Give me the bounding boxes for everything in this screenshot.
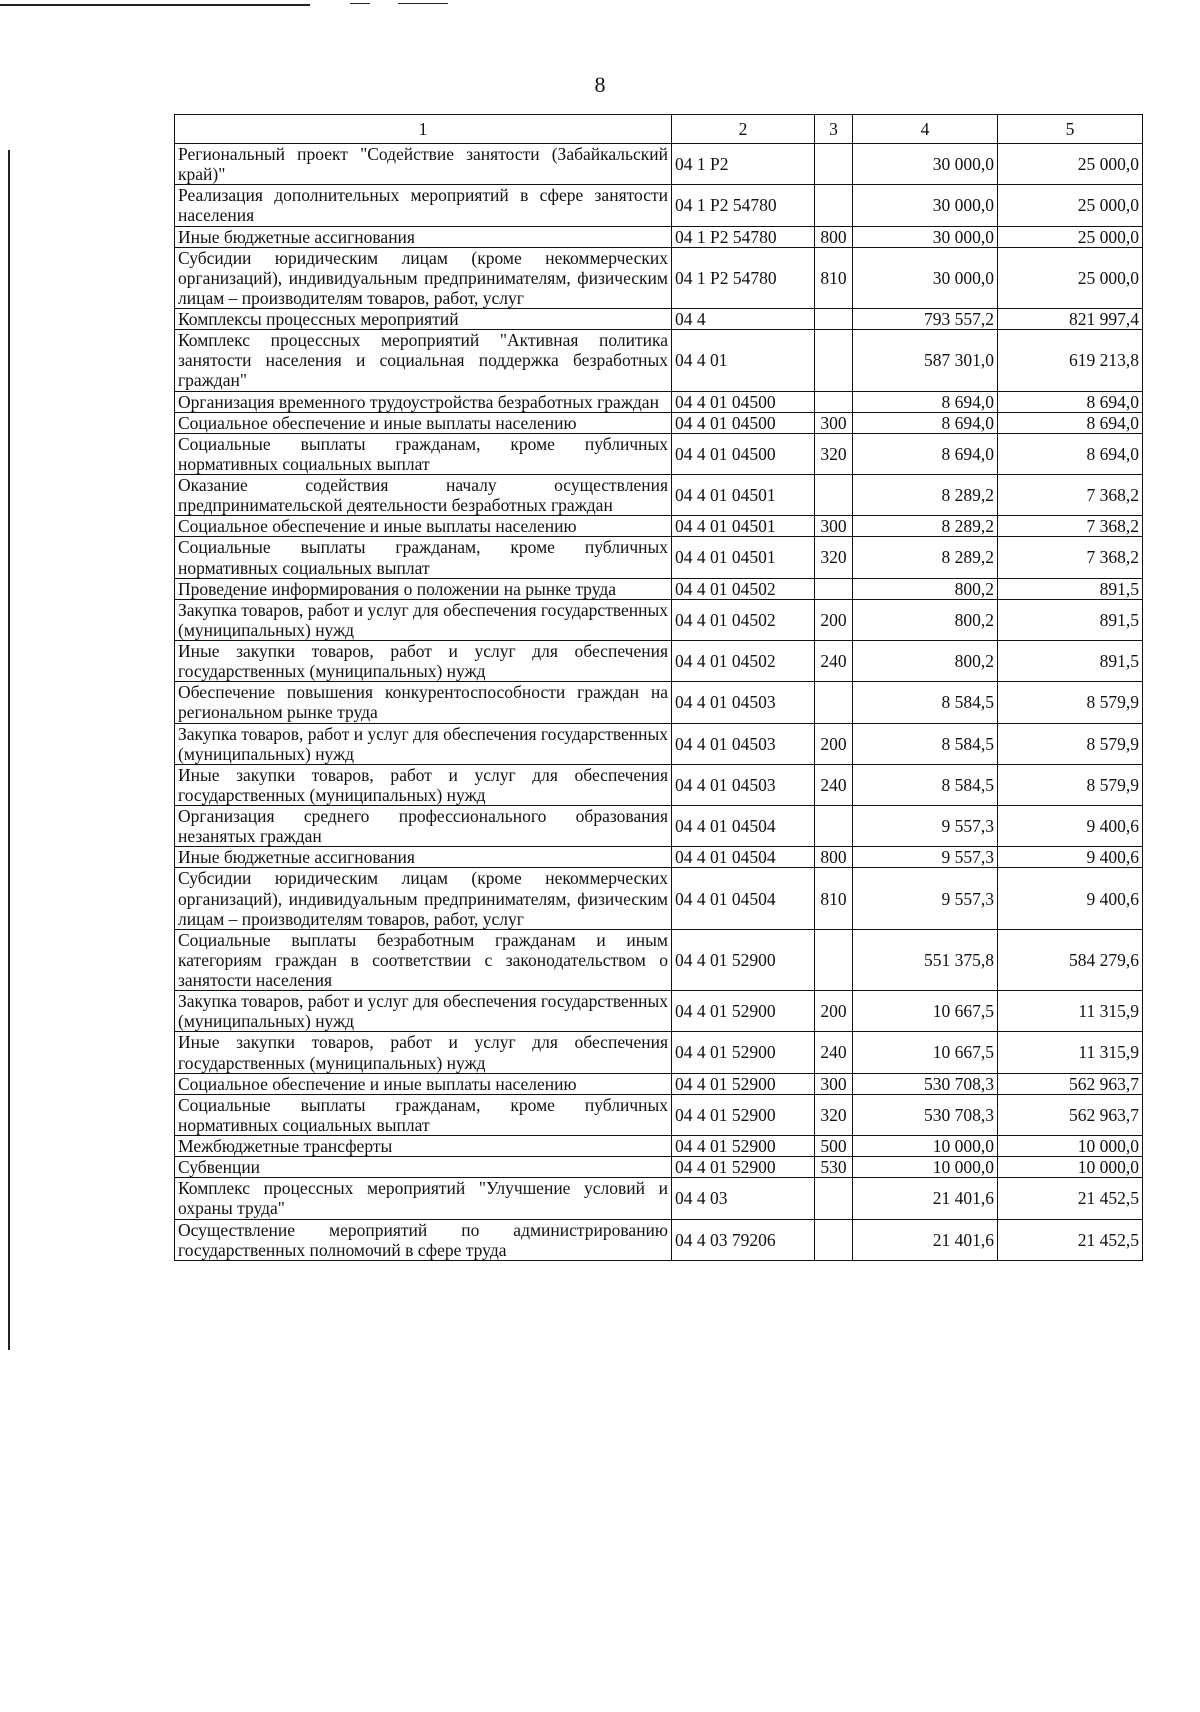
row-value-year1-cell: 8 289,2 (853, 516, 998, 537)
scan-edge-line (8, 150, 10, 1350)
row-expense-type-cell (815, 309, 853, 330)
table-row (175, 1032, 1143, 1073)
row-value-year1-cell: 8 584,5 (853, 682, 998, 723)
row-value-year1-cell: 30 000,0 (853, 226, 998, 247)
row-name-cell: Закупка товаров, работ и услуг для обеспечения государственных (муниципальных) нужд (175, 991, 672, 1032)
row-code-cell: 04 4 01 04503 (672, 764, 815, 805)
row-code-cell: 04 4 01 04502 (672, 578, 815, 599)
table-row (175, 578, 1143, 599)
row-value-year2-cell: 25 000,0 (998, 247, 1143, 308)
table-row (175, 1178, 1143, 1219)
row-expense-type-cell: 240 (815, 1032, 853, 1073)
row-code-cell: 04 4 01 04501 (672, 516, 815, 537)
row-name-cell: Иные бюджетные ассигнования (175, 847, 672, 868)
row-expense-type-cell (815, 475, 853, 516)
row-value-year1-cell: 8 584,5 (853, 723, 998, 764)
column-header: 1 (175, 115, 672, 144)
scan-edge-line (0, 4, 310, 6)
row-code-cell: 04 4 01 52900 (672, 991, 815, 1032)
row-value-year2-cell: 8 694,0 (998, 412, 1143, 433)
row-expense-type-cell: 300 (815, 412, 853, 433)
table-row (175, 599, 1143, 640)
row-code-cell: 04 4 01 04504 (672, 806, 815, 847)
row-code-cell: 04 1 P2 54780 (672, 247, 815, 308)
table-row (175, 806, 1143, 847)
row-value-year2-cell: 891,5 (998, 641, 1143, 682)
row-value-year2-cell: 562 963,7 (998, 1094, 1143, 1135)
row-value-year1-cell: 9 557,3 (853, 806, 998, 847)
row-name-cell: Иные закупки товаров, работ и услуг для обеспечения государственных (муниципальных) нужд (175, 641, 672, 682)
row-code-cell: 04 4 01 52900 (672, 929, 815, 990)
row-name-cell: Иные закупки товаров, работ и услуг для обеспечения государственных (муниципальных) нужд (175, 764, 672, 805)
row-value-year1-cell: 793 557,2 (853, 309, 998, 330)
row-value-year2-cell: 891,5 (998, 578, 1143, 599)
table-row (175, 764, 1143, 805)
row-value-year2-cell: 8 579,9 (998, 723, 1143, 764)
row-value-year2-cell: 8 579,9 (998, 764, 1143, 805)
row-name-cell: Субсидии юридическим лицам (кроме некоммерческих организаций), индивидуальным предпринимателям, физическим лицам – производителям товаров, работ, услуг (175, 247, 672, 308)
row-value-year2-cell: 9 400,6 (998, 847, 1143, 868)
row-value-year1-cell: 8 289,2 (853, 475, 998, 516)
row-code-cell: 04 4 01 52900 (672, 1136, 815, 1157)
row-code-cell: 04 4 01 04504 (672, 847, 815, 868)
row-name-cell: Проведение информирования о положении на рынке труда (175, 578, 672, 599)
row-name-cell: Субсидии юридическим лицам (кроме некоммерческих организаций), индивидуальным предпринимателям, физическим лицам – производителям товаров, работ, услуг (175, 868, 672, 929)
row-expense-type-cell (815, 682, 853, 723)
row-value-year2-cell: 584 279,6 (998, 929, 1143, 990)
row-code-cell: 04 4 01 52900 (672, 1073, 815, 1094)
row-value-year2-cell: 25 000,0 (998, 144, 1143, 185)
row-expense-type-cell (815, 578, 853, 599)
row-value-year2-cell: 9 400,6 (998, 806, 1143, 847)
column-header: 2 (672, 115, 815, 144)
row-value-year1-cell: 10 667,5 (853, 1032, 998, 1073)
page-number: 8 (594, 72, 606, 97)
row-expense-type-cell: 530 (815, 1157, 853, 1178)
table-row (175, 475, 1143, 516)
row-value-year1-cell: 21 401,6 (853, 1219, 998, 1260)
row-value-year2-cell: 8 694,0 (998, 433, 1143, 474)
row-value-year1-cell: 551 375,8 (853, 929, 998, 990)
table-row (175, 929, 1143, 990)
table-row (175, 641, 1143, 682)
row-expense-type-cell: 320 (815, 433, 853, 474)
row-value-year1-cell: 800,2 (853, 599, 998, 640)
table-row (175, 847, 1143, 868)
row-expense-type-cell (815, 391, 853, 412)
row-expense-type-cell: 800 (815, 226, 853, 247)
row-value-year2-cell: 21 452,5 (998, 1219, 1143, 1260)
row-code-cell: 04 4 01 04503 (672, 682, 815, 723)
row-code-cell: 04 4 01 04503 (672, 723, 815, 764)
row-name-cell: Осуществление мероприятий по администрированию государственных полномочий в сфере труда (175, 1219, 672, 1260)
row-value-year2-cell: 8 694,0 (998, 391, 1143, 412)
row-code-cell: 04 4 01 04500 (672, 412, 815, 433)
row-name-cell: Реализация дополнительных мероприятий в сфере занятости населения (175, 185, 672, 226)
row-code-cell: 04 4 01 52900 (672, 1157, 815, 1178)
row-value-year2-cell: 25 000,0 (998, 226, 1143, 247)
row-value-year1-cell: 8 289,2 (853, 537, 998, 578)
row-value-year1-cell: 587 301,0 (853, 330, 998, 391)
row-code-cell: 04 4 01 04504 (672, 868, 815, 929)
table-row (175, 1136, 1143, 1157)
row-code-cell: 04 4 01 52900 (672, 1032, 815, 1073)
scan-edge-line (398, 3, 448, 4)
table-row (175, 391, 1143, 412)
row-name-cell: Комплекс процессных мероприятий "Активная политика занятости населения и социальная поддержка безработных граждан" (175, 330, 672, 391)
row-value-year1-cell: 530 708,3 (853, 1073, 998, 1094)
row-value-year2-cell: 11 315,9 (998, 991, 1143, 1032)
row-value-year1-cell: 8 694,0 (853, 391, 998, 412)
row-expense-type-cell (815, 1178, 853, 1219)
row-expense-type-cell (815, 929, 853, 990)
row-value-year1-cell: 30 000,0 (853, 185, 998, 226)
row-code-cell: 04 4 01 52900 (672, 1094, 815, 1135)
row-name-cell: Организация временного трудоустройства безработных граждан (175, 391, 672, 412)
table-row (175, 144, 1143, 185)
table-row (175, 433, 1143, 474)
row-value-year2-cell: 8 579,9 (998, 682, 1143, 723)
row-value-year1-cell: 30 000,0 (853, 144, 998, 185)
row-name-cell: Региональный проект "Содействие занятости (Забайкальский край)" (175, 144, 672, 185)
row-value-year2-cell: 10 000,0 (998, 1136, 1143, 1157)
row-value-year1-cell: 800,2 (853, 578, 998, 599)
row-value-year1-cell: 8 694,0 (853, 433, 998, 474)
table-row (175, 868, 1143, 929)
row-expense-type-cell: 300 (815, 516, 853, 537)
row-expense-type-cell (815, 144, 853, 185)
row-name-cell: Комплексы процессных мероприятий (175, 309, 672, 330)
table-row (175, 516, 1143, 537)
table-row (175, 1094, 1143, 1135)
table-body (175, 144, 1143, 1261)
row-name-cell: Организация среднего профессионального образования незанятых граждан (175, 806, 672, 847)
row-value-year2-cell: 891,5 (998, 599, 1143, 640)
row-value-year2-cell: 9 400,6 (998, 868, 1143, 929)
row-value-year2-cell: 562 963,7 (998, 1073, 1143, 1094)
row-value-year1-cell: 10 000,0 (853, 1157, 998, 1178)
row-code-cell: 04 4 01 (672, 330, 815, 391)
row-value-year2-cell: 21 452,5 (998, 1178, 1143, 1219)
row-value-year2-cell: 11 315,9 (998, 1032, 1143, 1073)
row-code-cell: 04 4 03 79206 (672, 1219, 815, 1260)
table-row (175, 682, 1143, 723)
row-name-cell: Социальные выплаты гражданам, кроме публичных нормативных социальных выплат (175, 537, 672, 578)
row-value-year2-cell: 7 368,2 (998, 516, 1143, 537)
row-value-year2-cell: 7 368,2 (998, 475, 1143, 516)
row-expense-type-cell: 810 (815, 868, 853, 929)
row-value-year2-cell: 10 000,0 (998, 1157, 1143, 1178)
table-row (175, 537, 1143, 578)
row-name-cell: Межбюджетные трансферты (175, 1136, 672, 1157)
table-row (175, 226, 1143, 247)
row-code-cell: 04 4 03 (672, 1178, 815, 1219)
budget-table (174, 114, 1143, 1261)
column-header: 3 (815, 115, 853, 144)
row-code-cell: 04 4 (672, 309, 815, 330)
row-code-cell: 04 1 P2 54780 (672, 185, 815, 226)
row-value-year1-cell: 8 694,0 (853, 412, 998, 433)
table-row (175, 330, 1143, 391)
row-value-year1-cell: 21 401,6 (853, 1178, 998, 1219)
row-name-cell: Социальные выплаты безработным гражданам и иным категориям граждан в соответствии с законодательством о занятости населения (175, 929, 672, 990)
row-name-cell: Социальные выплаты гражданам, кроме публичных нормативных социальных выплат (175, 1094, 672, 1135)
row-expense-type-cell (815, 1219, 853, 1260)
row-code-cell: 04 4 01 04501 (672, 537, 815, 578)
row-name-cell: Социальные выплаты гражданам, кроме публичных нормативных социальных выплат (175, 433, 672, 474)
row-expense-type-cell: 810 (815, 247, 853, 308)
row-expense-type-cell: 320 (815, 1094, 853, 1135)
table-row (175, 991, 1143, 1032)
column-header: 5 (998, 115, 1143, 144)
row-value-year2-cell: 7 368,2 (998, 537, 1143, 578)
row-value-year1-cell: 530 708,3 (853, 1094, 998, 1135)
row-expense-type-cell: 240 (815, 641, 853, 682)
table-row (175, 247, 1143, 308)
row-name-cell: Субвенции (175, 1157, 672, 1178)
row-code-cell: 04 4 01 04502 (672, 641, 815, 682)
row-expense-type-cell: 200 (815, 599, 853, 640)
row-value-year1-cell: 10 000,0 (853, 1136, 998, 1157)
table-header-row (175, 115, 1143, 144)
table-row (175, 185, 1143, 226)
row-value-year1-cell: 30 000,0 (853, 247, 998, 308)
scan-edge-line (350, 3, 370, 4)
row-value-year1-cell: 800,2 (853, 641, 998, 682)
row-expense-type-cell: 800 (815, 847, 853, 868)
row-name-cell: Иные бюджетные ассигнования (175, 226, 672, 247)
row-name-cell: Обеспечение повышения конкурентоспособности граждан на региональном рынке труда (175, 682, 672, 723)
row-expense-type-cell: 320 (815, 537, 853, 578)
row-name-cell: Оказание содействия началу осуществления предпринимательской деятельности безработных граждан (175, 475, 672, 516)
row-value-year1-cell: 10 667,5 (853, 991, 998, 1032)
row-code-cell: 04 1 P2 (672, 144, 815, 185)
row-expense-type-cell: 200 (815, 991, 853, 1032)
row-name-cell: Социальное обеспечение и иные выплаты населению (175, 412, 672, 433)
row-value-year1-cell: 9 557,3 (853, 868, 998, 929)
row-value-year2-cell: 25 000,0 (998, 185, 1143, 226)
table-row (175, 723, 1143, 764)
row-value-year2-cell: 821 997,4 (998, 309, 1143, 330)
row-expense-type-cell: 200 (815, 723, 853, 764)
row-value-year1-cell: 8 584,5 (853, 764, 998, 805)
table-row (175, 1073, 1143, 1094)
row-code-cell: 04 4 01 04500 (672, 391, 815, 412)
row-value-year1-cell: 9 557,3 (853, 847, 998, 868)
row-expense-type-cell (815, 185, 853, 226)
row-expense-type-cell: 300 (815, 1073, 853, 1094)
row-code-cell: 04 4 01 04502 (672, 599, 815, 640)
table-row (175, 1157, 1143, 1178)
table-row (175, 412, 1143, 433)
row-code-cell: 04 4 01 04500 (672, 433, 815, 474)
row-code-cell: 04 1 P2 54780 (672, 226, 815, 247)
table-row (175, 1219, 1143, 1260)
row-name-cell: Комплекс процессных мероприятий "Улучшение условий и охраны труда" (175, 1178, 672, 1219)
row-expense-type-cell: 240 (815, 764, 853, 805)
row-name-cell: Закупка товаров, работ и услуг для обеспечения государственных (муниципальных) нужд (175, 599, 672, 640)
row-name-cell: Социальное обеспечение и иные выплаты населению (175, 1073, 672, 1094)
row-name-cell: Закупка товаров, работ и услуг для обеспечения государственных (муниципальных) нужд (175, 723, 672, 764)
table-row (175, 309, 1143, 330)
row-code-cell: 04 4 01 04501 (672, 475, 815, 516)
row-name-cell: Социальное обеспечение и иные выплаты населению (175, 516, 672, 537)
row-expense-type-cell (815, 330, 853, 391)
row-expense-type-cell (815, 806, 853, 847)
row-expense-type-cell: 500 (815, 1136, 853, 1157)
row-value-year2-cell: 619 213,8 (998, 330, 1143, 391)
column-header: 4 (853, 115, 998, 144)
row-name-cell: Иные закупки товаров, работ и услуг для обеспечения государственных (муниципальных) нужд (175, 1032, 672, 1073)
